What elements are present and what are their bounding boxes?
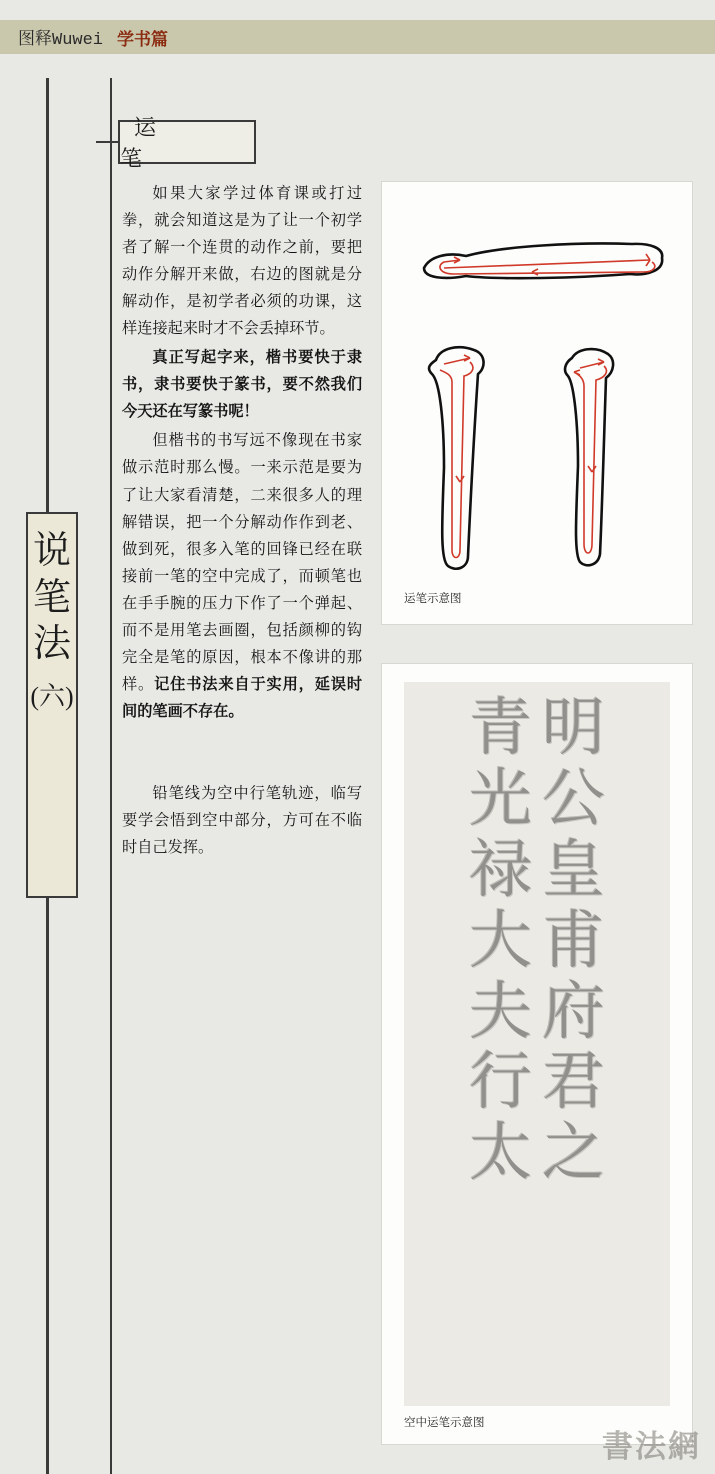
paragraph-4: 铅笔线为空中行笔轨迹，临写要学会悟到空中部分，方可在不临时自己发挥。	[122, 785, 362, 857]
glyph: 光	[469, 763, 532, 834]
paragraph-3-text: 但楷书的书写远不像现在书家做示范时那么慢。一来示范是要为了让大家看清楚，二来很多人的理解错误，把一个分解动作作到老、做到死，很多入笔的回锋已经在联接前一笔的空中完成了，而顿笔也在手手腕的压力下作了一个弹起、而不是用笔去画圈，包括颜柳的钩完全是笔的原因，根本不像讲的那样。	[122, 432, 362, 693]
glyph-column-1	[542, 693, 605, 1392]
paragraph-2: 真正写起字来，楷书要快于隶书，隶书要快于篆书，要不然我们今天还在写篆书呢！	[122, 349, 362, 421]
glyph: 夫	[469, 976, 532, 1047]
glyph-column-2	[469, 693, 532, 1392]
figure-1-caption: 运笔示意图	[404, 593, 462, 605]
glyph: 之	[542, 1118, 605, 1189]
right-vertical-rule	[110, 78, 112, 1474]
figure-brush-movement	[382, 182, 692, 624]
glyph: 皇	[542, 834, 605, 905]
title-char-1: 说	[32, 530, 71, 572]
heading-connector-line	[96, 141, 120, 143]
glyph: 禄	[469, 834, 532, 905]
paragraph-1: 如果大家学过体育课或打过拳，就会知道这是为了让一个初学者了解一个连贯的动作之前，要把动作分解开来做，右边的图就是分解动作，是初学者必须的功课，这样连接起来时才不会丢掉环节。	[122, 185, 362, 338]
section-heading-box	[118, 115, 256, 171]
figure-airborne-brush	[382, 664, 692, 1444]
paragraph-3-bold-tail: 记住书法来自于实用，延误时间的笔画不存在。	[122, 675, 363, 720]
section-heading-text: 运 笔	[120, 115, 243, 171]
figure-2-caption: 空中运笔示意图	[404, 1417, 485, 1429]
page-header	[0, 20, 715, 54]
glyph: 太	[469, 1118, 532, 1189]
glyph: 明	[542, 693, 605, 763]
title-char-2: 笔	[32, 576, 71, 619]
glyph: 行	[469, 1047, 532, 1118]
brush-stroke-illustration	[382, 182, 692, 582]
glyph: 甫	[542, 905, 605, 976]
glyph: 府	[542, 976, 605, 1047]
brand-label: 图释Wuwei	[18, 31, 104, 50]
calligraphy-photo	[404, 682, 670, 1406]
glyph: 君	[542, 1047, 605, 1118]
glyph: 青	[469, 693, 532, 763]
body-text-column-lower	[122, 780, 362, 863]
glyph: 大	[469, 905, 532, 976]
site-watermark: 書法網	[602, 1429, 701, 1464]
section-label: 学书篇	[117, 29, 169, 49]
title-chapter-number: (六)	[30, 682, 74, 712]
vertical-title-block	[26, 512, 78, 898]
body-text-column	[122, 180, 362, 727]
glyph: 公	[542, 763, 605, 834]
title-char-3: 法	[32, 623, 71, 666]
paragraph-3	[122, 427, 362, 725]
